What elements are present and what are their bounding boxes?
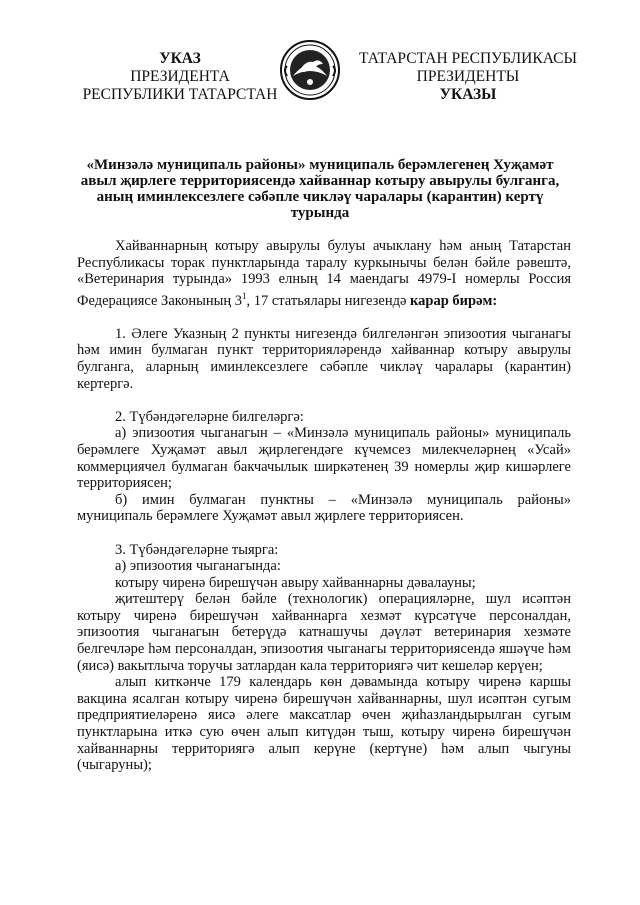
header-tatar <box>348 50 588 104</box>
header-left-line-3: РЕСПУБЛИКИ ТАТАРСТАН <box>82 86 278 103</box>
header-left-line-2: ПРЕЗИДЕНТА <box>130 68 230 85</box>
header-right-line-1: ТАТАРСТАН РЕСПУБЛИКАСЫ <box>359 50 577 67</box>
paragraph-3-list-item: котыру чиренә бирешүчән авыру хайваннарны дәвалауны; <box>115 574 476 591</box>
paragraph-2-heading: 2. Түбәндәгеләрне билгеләргә: <box>115 408 304 425</box>
paragraph-3-list-item: алып киткәнче 179 календарь көн дәвамында котыру чиренә каршы вакцина ясалган котыру чиренә бирешүчән хайваннарны, шул исәптән сугым предприятиеләренә яисә әлеге максатлар өчен җиһазландырылган сугым пунктларына иткә сую өчен алып китүдән тыш, котыру чиренә бирешүчән хайваннарны территориягә алып керүне (кертүне) һәм алып чыгуны (чыгаруны); <box>77 674 571 774</box>
document-title: «Минзәлә муниципаль районы» муниципаль берәмлегенең Хуҗамәт авыл җирлеге территориясендә хайваннар котыру авырулы булганга, аның иминлексезлеге сәбәпле чикләү чаралары (карантин) кертү турында <box>80 157 560 221</box>
header-right-line-3: УКАЗЫ <box>439 86 497 103</box>
paragraph-2-item-a: а) эпизоотия чыганагын – «Минзәлә муниципаль районы» муниципаль берәмлеге Хуҗамәт авыл җирлегендәге күчемсез милекчеләрнең «Усай» коммерциячел булмаган бакчачылык ширкәтенең 39 номерлы җир кишәрлеге территориясен; <box>77 425 571 492</box>
paragraph-2-item-b: б) имин булмаган пунктны – «Минзәлә муниципаль районы» муниципаль берәмлеге Хуҗамәт авыл җирлеге территориясен. <box>77 491 571 525</box>
paragraph-1: 1. Әлеге Указның 2 пункты нигезендә билгеләнгән эпизоотия чыганагы һәм имин булмаган пункт территорияләрендә хайваннар котыру авырулы булганга, аларның иминлексезлеге сәбәпле чикләү чаралары (карантин) кертергә. <box>77 325 571 392</box>
preamble-decree-words: карар бирәм: <box>410 292 498 309</box>
preamble-paragraph <box>77 238 571 309</box>
preamble-text: Хайваннарның котыру авырулы булуы ачыклану һәм аның Татарстан Республикасы торак пунктларында таралу куркынычы белән бәйле рәвештә, «Ветеринария турында» 1993 елның 14 маендагы 4979-I номерлы Россия Федерациясе Законының 3 <box>77 238 571 309</box>
preamble-superscript: 1 <box>241 290 247 301</box>
paragraph-3-list-item: җитештерү белән бәйле (технологик) операцияләрне, шул исәптән котыру чиренә бирешүчән хайваннарга хезмәт күрсәтүче персоналдан, эпизоотия чыганагын бетерүдә катнашучы дәүләт ветеринария хезмәте белгечләре һәм персоналдан, эпизоотия чыганагы территориясендә яшәүче һәм (яисә) вакытлыча торучы затлардан кала территориягә чит кешеләр керүен; <box>77 591 571 674</box>
header-left-line-1: УКАЗ <box>159 50 201 67</box>
preamble-tail: , 17 статьялары нигезендә <box>246 292 411 309</box>
paragraph-3-heading: 3. Түбәндәгеләрне тыярга: <box>115 541 279 558</box>
paragraph-3-item-a: а) эпизоотия чыганагында: <box>115 558 281 575</box>
document-body <box>77 238 571 774</box>
header-right-line-2: ПРЕЗИДЕНТЫ <box>416 68 520 85</box>
header-russian <box>60 50 300 104</box>
tatarstan-coat-of-arms-icon <box>279 36 341 104</box>
